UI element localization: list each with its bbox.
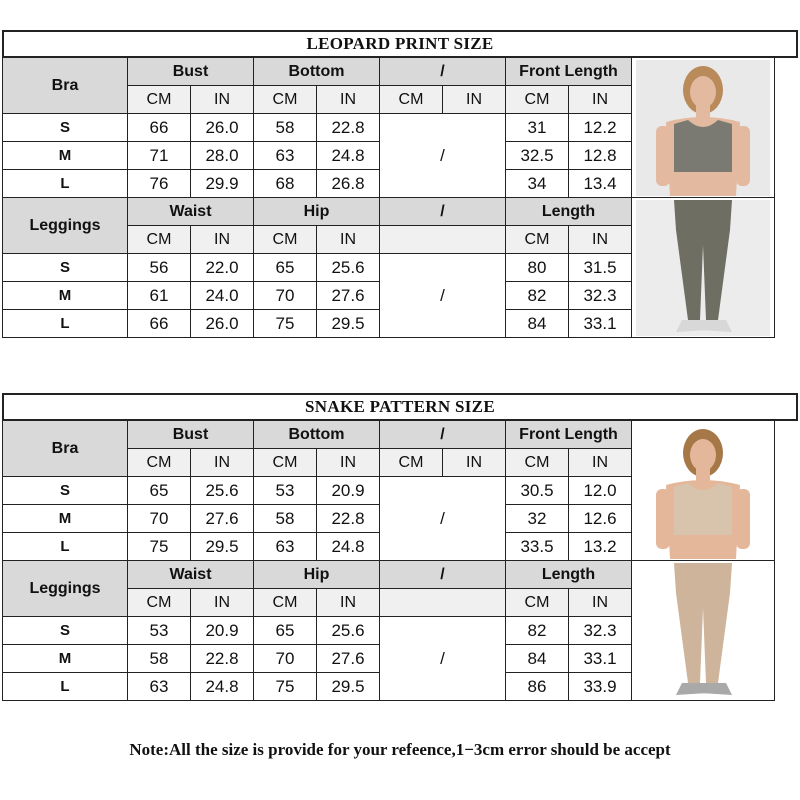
size-value: 31.5 bbox=[569, 254, 632, 282]
size-chart-title: SNAKE PATTERN SIZE bbox=[2, 393, 798, 421]
size-value: 33.5 bbox=[506, 533, 569, 561]
unit-cell: IN bbox=[191, 589, 254, 617]
size-value: 30.5 bbox=[506, 477, 569, 505]
empty-column-slash: / bbox=[380, 617, 506, 701]
size-note: Note:All the size is provide for your refeence,1−3cm error should be accept bbox=[129, 740, 671, 759]
unit-cell: IN bbox=[443, 449, 506, 477]
bra-photo bbox=[632, 421, 775, 561]
bra-column-header: Bust bbox=[128, 58, 254, 86]
size-label: S bbox=[3, 254, 128, 282]
size-value: 29.9 bbox=[191, 170, 254, 198]
unit-cell: IN bbox=[191, 449, 254, 477]
unit-cell: CM bbox=[506, 589, 569, 617]
size-value: 25.6 bbox=[191, 477, 254, 505]
size-value: 34 bbox=[506, 170, 569, 198]
size-value: 53 bbox=[128, 617, 191, 645]
size-value: 33.1 bbox=[569, 645, 632, 673]
leggings-column-header: Waist bbox=[128, 561, 254, 589]
unit-cell: IN bbox=[569, 449, 632, 477]
size-value: 25.6 bbox=[317, 254, 380, 282]
size-value: 70 bbox=[254, 282, 317, 310]
size-value: 12.0 bbox=[569, 477, 632, 505]
size-label: M bbox=[3, 505, 128, 533]
bra-photo bbox=[632, 58, 775, 198]
size-value: 68 bbox=[254, 170, 317, 198]
leggings-column-header: Length bbox=[506, 198, 632, 226]
unit-cell: IN bbox=[191, 86, 254, 114]
unit-cell: CM bbox=[128, 589, 191, 617]
unit-cell: IN bbox=[569, 86, 632, 114]
size-value: 65 bbox=[254, 254, 317, 282]
size-value: 32.3 bbox=[569, 282, 632, 310]
size-label: S bbox=[3, 617, 128, 645]
size-value: 26.0 bbox=[191, 114, 254, 142]
size-label: L bbox=[3, 673, 128, 701]
size-value: 63 bbox=[128, 673, 191, 701]
size-value: 32.3 bbox=[569, 617, 632, 645]
size-value: 58 bbox=[254, 114, 317, 142]
size-value: 13.2 bbox=[569, 533, 632, 561]
size-value: 66 bbox=[128, 114, 191, 142]
unit-cell: CM bbox=[128, 86, 191, 114]
size-value: 75 bbox=[254, 673, 317, 701]
bra-column-header: Front Length bbox=[506, 421, 632, 449]
leggings-section-label: Leggings bbox=[3, 561, 128, 617]
size-chart-title: LEOPARD PRINT SIZE bbox=[2, 30, 798, 58]
size-value: 27.6 bbox=[317, 645, 380, 673]
size-value: 58 bbox=[128, 645, 191, 673]
leggings-column-header: Length bbox=[506, 561, 632, 589]
bra-header-row bbox=[3, 58, 775, 86]
empty-column-slash: / bbox=[380, 477, 506, 561]
size-label: M bbox=[3, 142, 128, 170]
size-value: 71 bbox=[128, 142, 191, 170]
leggings-column-header: Hip bbox=[254, 561, 380, 589]
leggings-column-header: / bbox=[380, 198, 506, 226]
leggings-photo bbox=[632, 198, 775, 338]
woman-sports-bra-photo bbox=[636, 60, 770, 196]
unit-cell: CM bbox=[380, 449, 443, 477]
size-value: 20.9 bbox=[317, 477, 380, 505]
size-label: M bbox=[3, 645, 128, 673]
size-value: 24.0 bbox=[191, 282, 254, 310]
size-value: 84 bbox=[506, 645, 569, 673]
size-value: 58 bbox=[254, 505, 317, 533]
size-value: 80 bbox=[506, 254, 569, 282]
size-value: 22.8 bbox=[317, 114, 380, 142]
unit-cell: CM bbox=[506, 226, 569, 254]
size-value: 27.6 bbox=[317, 282, 380, 310]
size-label: L bbox=[3, 170, 128, 198]
size-value: 22.0 bbox=[191, 254, 254, 282]
size-value: 33.1 bbox=[569, 310, 632, 338]
unit-cell: CM bbox=[506, 449, 569, 477]
size-table bbox=[2, 57, 775, 338]
unit-cell: CM bbox=[254, 226, 317, 254]
bra-column-header: Bottom bbox=[254, 421, 380, 449]
size-value: 27.6 bbox=[191, 505, 254, 533]
size-value: 24.8 bbox=[317, 142, 380, 170]
unit-cell: IN bbox=[569, 226, 632, 254]
size-value: 25.6 bbox=[317, 617, 380, 645]
size-value: 33.9 bbox=[569, 673, 632, 701]
size-value: 29.5 bbox=[317, 673, 380, 701]
unit-cell: CM bbox=[254, 449, 317, 477]
size-value: 13.4 bbox=[569, 170, 632, 198]
bra-column-header: / bbox=[380, 421, 506, 449]
size-value: 32.5 bbox=[506, 142, 569, 170]
leggings-photo bbox=[632, 561, 775, 701]
unit-cell: CM bbox=[128, 449, 191, 477]
size-label: S bbox=[3, 477, 128, 505]
size-label: L bbox=[3, 533, 128, 561]
unit-cell-empty bbox=[380, 226, 506, 254]
size-value: 76 bbox=[128, 170, 191, 198]
size-value: 63 bbox=[254, 142, 317, 170]
size-value: 65 bbox=[254, 617, 317, 645]
size-value: 12.8 bbox=[569, 142, 632, 170]
leggings-header-row bbox=[3, 198, 775, 226]
size-value: 53 bbox=[254, 477, 317, 505]
unit-cell: IN bbox=[317, 589, 380, 617]
size-value: 22.8 bbox=[317, 505, 380, 533]
leggings-photo bbox=[636, 200, 770, 336]
unit-cell: IN bbox=[569, 589, 632, 617]
size-label: L bbox=[3, 310, 128, 338]
bra-column-header: / bbox=[380, 58, 506, 86]
bra-column-header: Bust bbox=[128, 421, 254, 449]
unit-cell: IN bbox=[317, 86, 380, 114]
size-value: 86 bbox=[506, 673, 569, 701]
bra-column-header: Front Length bbox=[506, 58, 632, 86]
leggings-column-header: Hip bbox=[254, 198, 380, 226]
unit-cell: CM bbox=[254, 86, 317, 114]
size-value: 32 bbox=[506, 505, 569, 533]
bra-column-header: Bottom bbox=[254, 58, 380, 86]
size-value: 70 bbox=[128, 505, 191, 533]
size-value: 28.0 bbox=[191, 142, 254, 170]
leggings-column-header: / bbox=[380, 561, 506, 589]
unit-cell: CM bbox=[128, 226, 191, 254]
size-value: 75 bbox=[128, 533, 191, 561]
size-value: 24.8 bbox=[191, 673, 254, 701]
leggings-header-row bbox=[3, 561, 775, 589]
unit-cell: IN bbox=[317, 449, 380, 477]
unit-cell-empty bbox=[380, 589, 506, 617]
size-value: 26.0 bbox=[191, 310, 254, 338]
bra-section-label: Bra bbox=[3, 58, 128, 114]
size-value: 12.6 bbox=[569, 505, 632, 533]
leggings-column-header: Waist bbox=[128, 198, 254, 226]
size-value: 66 bbox=[128, 310, 191, 338]
size-value: 65 bbox=[128, 477, 191, 505]
size-value: 20.9 bbox=[191, 617, 254, 645]
empty-column-slash: / bbox=[380, 254, 506, 338]
bra-section-label: Bra bbox=[3, 421, 128, 477]
size-value: 61 bbox=[128, 282, 191, 310]
size-value: 29.5 bbox=[317, 310, 380, 338]
size-value: 70 bbox=[254, 645, 317, 673]
size-value: 82 bbox=[506, 282, 569, 310]
size-value: 63 bbox=[254, 533, 317, 561]
size-label: S bbox=[3, 114, 128, 142]
size-label: M bbox=[3, 282, 128, 310]
leggings-photo bbox=[636, 563, 770, 699]
size-value: 26.8 bbox=[317, 170, 380, 198]
size-value: 22.8 bbox=[191, 645, 254, 673]
size-value: 12.2 bbox=[569, 114, 632, 142]
size-value: 82 bbox=[506, 617, 569, 645]
size-table bbox=[2, 420, 775, 701]
size-value: 24.8 bbox=[317, 533, 380, 561]
empty-column-slash: / bbox=[380, 114, 506, 198]
size-value: 29.5 bbox=[191, 533, 254, 561]
unit-cell: IN bbox=[443, 86, 506, 114]
size-value: 84 bbox=[506, 310, 569, 338]
unit-cell: IN bbox=[191, 226, 254, 254]
size-value: 75 bbox=[254, 310, 317, 338]
woman-sports-bra-photo bbox=[636, 423, 770, 559]
unit-cell: IN bbox=[317, 226, 380, 254]
unit-cell: CM bbox=[380, 86, 443, 114]
size-value: 31 bbox=[506, 114, 569, 142]
bra-header-row bbox=[3, 421, 775, 449]
leggings-section-label: Leggings bbox=[3, 198, 128, 254]
unit-cell: CM bbox=[254, 589, 317, 617]
size-value: 56 bbox=[128, 254, 191, 282]
unit-cell: CM bbox=[506, 86, 569, 114]
